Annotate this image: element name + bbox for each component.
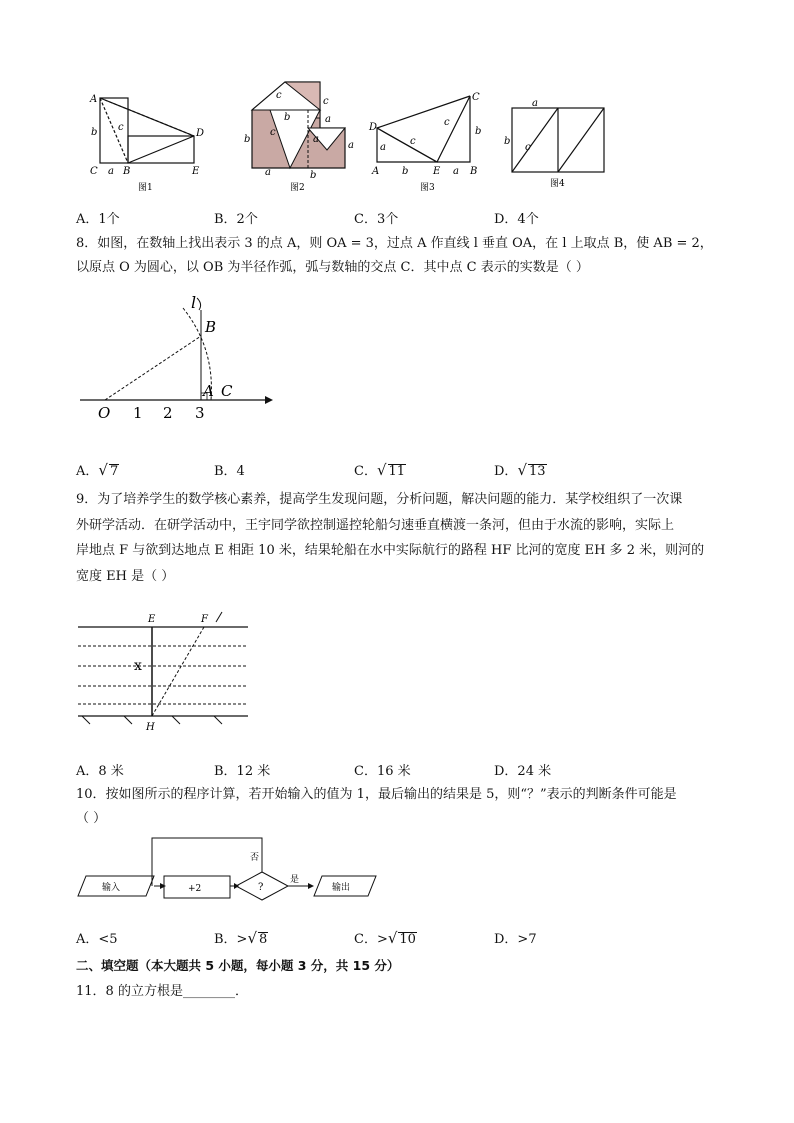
sqrt-icon: √ xyxy=(387,929,398,947)
fig3-label-D: D xyxy=(369,122,378,133)
svg-text:b: b xyxy=(310,170,317,181)
sqrt-icon: √ xyxy=(98,461,108,479)
q8-text-line-1: 8．如图，在数轴上找出表示 3 的点 A，则 OA = 3，过点 A 作直线 l 垂直 OA，在 l 上取点 B，使 AB = 2， xyxy=(76,236,713,251)
q8-option-d-prefix: D． xyxy=(494,464,518,479)
figure-1 xyxy=(100,98,194,163)
fig3-caption: 图3 xyxy=(420,183,435,193)
q7-option-a[interactable]: A．1个 xyxy=(76,212,120,227)
flow-cond-label: ? xyxy=(258,882,264,893)
q7-option-b[interactable]: B．2个 xyxy=(214,212,258,227)
svg-text:a: a xyxy=(265,167,271,178)
q10-text-line-1: 10．按如图所示的程序计算，若开始输入的值为 1，最后输出的结果是 5，则“？”表示的判断条件可能是 xyxy=(76,787,677,802)
svg-text:a: a xyxy=(313,134,319,145)
q9-label-F: F xyxy=(201,614,208,625)
svg-text:b: b xyxy=(504,136,511,147)
sqrt-icon: √ xyxy=(247,929,258,947)
q10-option-a[interactable]: A．<5 xyxy=(76,932,118,947)
q7-option-c[interactable]: C．3个 xyxy=(354,212,399,227)
fig1-label-D: D xyxy=(196,128,205,139)
q8-label-O: O xyxy=(98,404,111,422)
q9-option-b[interactable]: B．12 米 xyxy=(214,764,271,779)
fig3-label-B: B xyxy=(470,166,478,177)
fig3-label-A: A xyxy=(372,166,380,177)
q10-flowchart xyxy=(74,836,384,908)
q10-option-d[interactable]: D．>7 xyxy=(494,932,537,947)
q8-option-b[interactable]: B．4 xyxy=(214,464,245,479)
svg-text:c: c xyxy=(270,127,276,138)
svg-text:a: a xyxy=(348,140,354,151)
fig1-label-c: c xyxy=(118,122,124,133)
sqrt-icon: √ xyxy=(376,461,387,479)
svg-text:a: a xyxy=(453,166,459,177)
q9-label-x: x xyxy=(134,658,142,674)
q7-option-d[interactable]: D．4个 xyxy=(494,212,539,227)
q9-text-line-1: 9．为了培养学生的数学核心素养，提高学生发现问题，分析问题，解决问题的能力．某学校组织了一次课 xyxy=(76,492,683,507)
figure-4 xyxy=(512,108,604,172)
q8-option-a[interactable] xyxy=(76,460,119,479)
sqrt-icon: √ xyxy=(517,461,527,479)
q8-option-c[interactable] xyxy=(354,460,406,479)
q8-option-d-radicand: 13 xyxy=(529,464,546,479)
q10-option-c-radicand: 10 xyxy=(399,932,416,947)
fig1-label-A: A xyxy=(90,94,98,105)
fig1-label-C: C xyxy=(90,166,98,177)
q9-river-figure xyxy=(76,608,256,738)
svg-text:a: a xyxy=(532,98,538,109)
q9-text-line-3: 岸地点 F 与欲到达地点 E 相距 10 米，结果轮船在水中实际航行的路程 HF 比河的宽度 EH 多 2 米，则河的 xyxy=(76,543,705,558)
q8-label-3: 3 xyxy=(195,404,205,422)
figure-2 xyxy=(244,82,354,181)
q10-option-b-radicand: 8 xyxy=(259,932,268,947)
svg-text:b: b xyxy=(475,126,482,137)
fig3-label-C: C xyxy=(472,92,480,103)
q8-option-d[interactable] xyxy=(494,460,547,479)
flow-output-label: 输出 xyxy=(332,883,351,893)
q8-option-c-radicand: 11 xyxy=(388,464,406,479)
svg-text:b: b xyxy=(284,112,291,123)
q8-label-B: B xyxy=(205,318,217,336)
q10-text-line-2: （ ） xyxy=(76,811,107,826)
q8-label-A: A xyxy=(203,382,214,400)
q8-option-a-radicand: 7 xyxy=(109,464,119,479)
q10-option-c-prefix: C．> xyxy=(354,932,388,947)
q9-option-c[interactable]: C．16 米 xyxy=(354,764,411,779)
svg-text:a: a xyxy=(325,114,331,125)
fig1-caption: 图1 xyxy=(138,183,153,193)
q8-label-C: C xyxy=(221,382,233,400)
q9-option-d[interactable]: D．24 米 xyxy=(494,764,552,779)
fig3-label-c: c xyxy=(410,136,416,147)
q9-text-line-2: 外研学活动．在研学活动中，王宇同学欲控制遥控轮船匀速垂直横渡一条河，但由于水流的影响，实际上 xyxy=(76,518,675,533)
flow-no-label: 否 xyxy=(250,853,260,863)
flow-add-label: +2 xyxy=(188,884,202,894)
svg-text:c: c xyxy=(323,96,329,107)
q10-option-c[interactable] xyxy=(354,928,417,947)
q8-text-line-2: 以原点 O 为圆心，以 OB 为半径作弧，弧与数轴的交点 C．其中点 C 表示的实数是（ ） xyxy=(76,260,589,275)
svg-text:c: c xyxy=(525,142,531,153)
q8-label-1: 1 xyxy=(133,404,143,422)
figure-3 xyxy=(377,96,470,162)
q8-option-c-prefix: C． xyxy=(354,464,377,479)
fig1-label-E: E xyxy=(192,166,200,177)
svg-text:c: c xyxy=(276,90,282,101)
fig3-label-b: b xyxy=(402,166,409,177)
flow-yes-label: 是 xyxy=(290,875,300,885)
q10-option-b-prefix: B．> xyxy=(214,932,248,947)
fig2-caption: 图2 xyxy=(290,183,305,193)
fig1-label-B: B xyxy=(123,166,131,177)
q8-label-l: l xyxy=(191,293,197,312)
q9-text-line-4: 宽度 EH 是（ ） xyxy=(76,569,175,584)
fig1-label-a: a xyxy=(108,166,114,177)
fig4-caption: 图4 xyxy=(550,179,565,189)
q8-option-a-prefix: A． xyxy=(76,464,99,479)
q9-option-a[interactable]: A．8 米 xyxy=(76,764,124,779)
section-2-title: 二、填空题（本大题共 5 小题，每小题 3 分，共 15 分） xyxy=(76,958,400,973)
q9-label-E: E xyxy=(148,614,156,625)
flow-input-label: 输入 xyxy=(102,883,121,893)
fig1-label-b: b xyxy=(91,127,98,138)
q8-number-line-figure xyxy=(75,288,275,428)
q11-text: 11．8 的立方根是________． xyxy=(76,984,248,999)
q8-label-2: 2 xyxy=(163,404,173,422)
q7-figures xyxy=(80,80,620,195)
q9-label-H: H xyxy=(146,722,155,733)
fig3-label-a: a xyxy=(380,142,386,153)
svg-text:b: b xyxy=(244,134,251,145)
q10-option-b[interactable] xyxy=(214,928,268,947)
svg-text:c: c xyxy=(444,117,450,128)
fig3-label-E: E xyxy=(433,166,441,177)
